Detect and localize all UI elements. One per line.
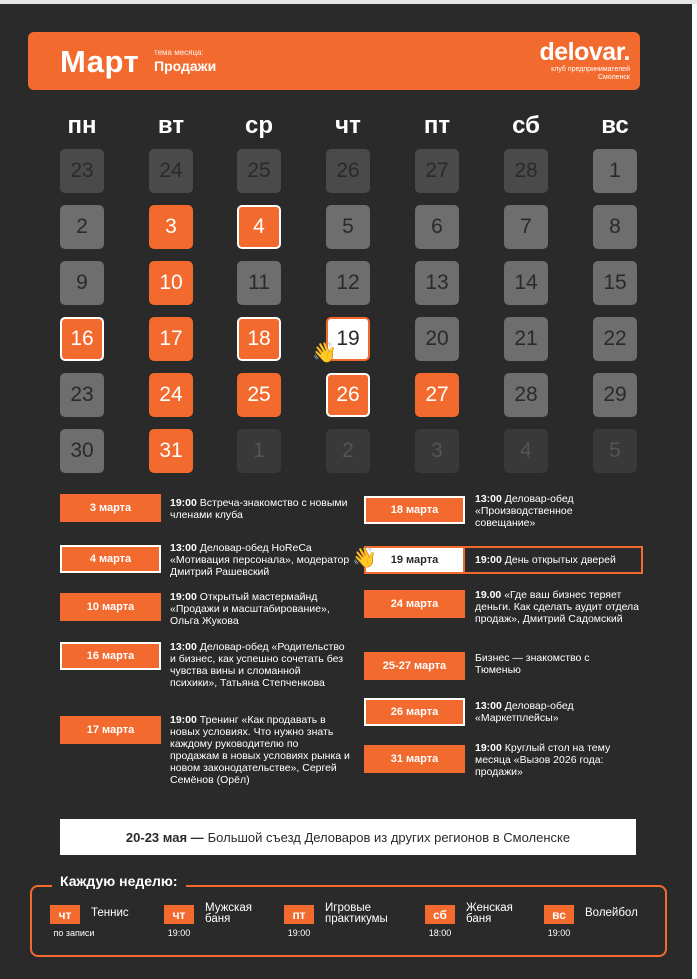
day-cell: 15 [593, 261, 637, 305]
day-cell-event: 25 [237, 373, 281, 417]
day-cell-event: 27 [415, 373, 459, 417]
day-cell: 26 [326, 149, 370, 193]
day-cell: 25 [237, 149, 281, 193]
day-cell-event: 17 [149, 317, 193, 361]
day-cell: 1 [237, 429, 281, 473]
event-description: 13:00 Деловар-обед «Родительство и бизнес, как успешно сочетать без чувства вины и сломанной психики», Татьяна Степченкова [170, 641, 345, 689]
day-cell: 8 [593, 205, 637, 249]
day-cell: 12 [326, 261, 370, 305]
banner-text: Большой съезд Деловаров из других регионов в Смоленске [207, 829, 571, 845]
weekly-label: Игровые практикумы [325, 902, 388, 925]
day-cell: 20 [415, 317, 459, 361]
day-cell-event: 24 [149, 373, 193, 417]
event-description: 19:00 День открытых дверей [475, 554, 616, 566]
day-cell: 24 [149, 149, 193, 193]
day-cell: 11 [237, 261, 281, 305]
day-cell: 4 [504, 429, 548, 473]
day-cell: 9 [60, 261, 104, 305]
day-cell: 7 [504, 205, 548, 249]
banner-dates: 20-23 мая — [125, 829, 204, 845]
day-cell-open-doors: 19 [326, 317, 370, 361]
day-cell: 21 [504, 317, 548, 361]
waving-hand-icon: 👋 [352, 547, 377, 569]
weekly-day-badge: сб [425, 905, 455, 924]
event-date-tag: 31 марта [364, 745, 465, 773]
weekly-time: 19:00 [547, 928, 571, 938]
day-cell: 23 [60, 373, 104, 417]
event-date-tag: 10 марта [60, 593, 161, 621]
day-cell: 28 [504, 149, 548, 193]
weekly-time: по записи [53, 928, 95, 938]
poster-header [28, 32, 640, 90]
day-cell-event: 16 [60, 317, 104, 361]
event-description: 19.00 «Где ваш бизнес теряет деньги. Как сделать аудит отдела продаж», Дмитрий Садомский [475, 589, 640, 625]
day-cell: 13 [415, 261, 459, 305]
weekly-label: Теннис [91, 907, 129, 919]
weekly-label: Мужская баня [205, 902, 252, 925]
day-cell-event: 18 [237, 317, 281, 361]
day-cell: 27 [415, 149, 459, 193]
weekly-label: Волейбол [585, 907, 638, 919]
logo-subtitle: клуб предпринимателей [551, 66, 630, 73]
event-date-tag: 25-27 марта [364, 652, 465, 680]
day-cell: 6 [415, 205, 459, 249]
event-description: 19:00 Встреча-знакомство с новыми членами клуба [170, 497, 348, 521]
event-description: 13:00 Деловар-обед HoReCa «Мотивация персонала», модератор Дмитрий Рашевский [170, 542, 350, 578]
theme-label: тема месяца: [154, 48, 204, 57]
day-cell-event: 4 [237, 205, 281, 249]
weekly-title: Каждую неделю: [52, 873, 186, 889]
event-description: 19:00 Тренинг «Как продавать в новых условиях. Что нужно знать каждому руководителю по продажам в новых условиях рынка и новом законодательстве», Сергей Семёнов (Орёл) [170, 714, 350, 786]
weekly-time: 19:00 [287, 928, 311, 938]
event-date-tag: 18 марта [364, 496, 465, 524]
event-date-tag: 17 марта [60, 716, 161, 744]
event-description: 19:00 Открытый мастермайнд «Продажи и масштабирование», Ольга Жукова [170, 591, 330, 627]
weekday-sat: сб [512, 112, 540, 139]
day-cell: 3 [415, 429, 459, 473]
logo-wordmark: delovar. [539, 38, 630, 66]
day-cell: 14 [504, 261, 548, 305]
delovar-logo [540, 40, 631, 81]
day-cell: 5 [593, 429, 637, 473]
weekday-thu: чт [335, 112, 361, 139]
weekly-day-badge: пт [284, 905, 314, 924]
day-cell: 30 [60, 429, 104, 473]
weekly-day-badge: вс [544, 905, 574, 924]
weekday-tue: вт [157, 112, 185, 139]
event-date-tag-open-doors: 19 марта [364, 546, 465, 574]
day-cell: 22 [593, 317, 637, 361]
day-cell: 23 [60, 149, 104, 193]
day-cell: 29 [593, 373, 637, 417]
weekday-sun: вс [601, 112, 629, 139]
theme-value: Продажи [154, 58, 217, 74]
weekly-time: 19:00 [167, 928, 191, 938]
event-date-tag: 16 марта [60, 642, 161, 670]
weekday-wed: ср [244, 112, 273, 139]
day-cell: 2 [60, 205, 104, 249]
calendar-poster [0, 4, 692, 979]
event-date-tag: 3 марта [60, 494, 161, 522]
event-description: 13:00 Деловар-обед «Производственное совещание» [475, 493, 574, 529]
event-description: 19:00 Круглый стол на тему месяца «Вызов 2026 года: продажи» [475, 742, 611, 778]
day-cell: 1 [593, 149, 637, 193]
waving-hand-icon: 👋 [312, 342, 337, 364]
event-date-tag: 26 марта [364, 698, 465, 726]
weekly-day-badge: чт [50, 905, 80, 924]
logo-city: Смоленск [597, 74, 630, 81]
day-cell-event: 10 [149, 261, 193, 305]
congress-banner [60, 819, 636, 855]
day-cell-event: 3 [149, 205, 193, 249]
event-date-tag: 4 марта [60, 545, 161, 573]
weekly-day-badge: чт [164, 905, 194, 924]
weekly-label: Женская баня [466, 902, 513, 925]
event-description: 13:00 Деловар-обед «Маркетплейсы» [475, 700, 574, 724]
day-cell: 28 [504, 373, 548, 417]
event-description: Бизнес — знакомство с Тюменью [475, 652, 590, 676]
weekday-mon: пн [67, 112, 97, 139]
weekday-fri: пт [423, 112, 451, 139]
day-cell-event: 31 [149, 429, 193, 473]
day-cell: 5 [326, 205, 370, 249]
day-cell: 2 [326, 429, 370, 473]
day-cell-event: 26 [326, 373, 370, 417]
event-date-tag: 24 марта [364, 590, 465, 618]
month-title: Март [60, 44, 140, 79]
weekly-time: 18:00 [428, 928, 452, 938]
